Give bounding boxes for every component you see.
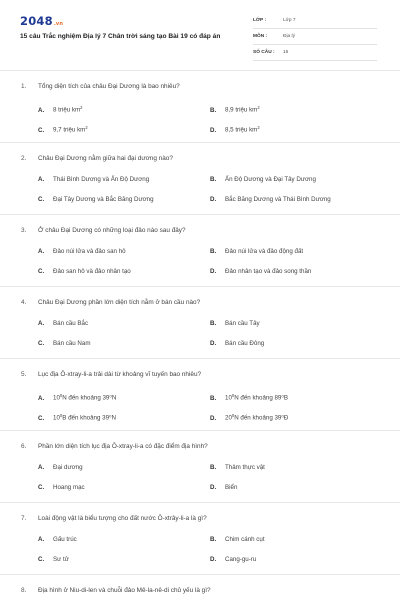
option-letter: B. xyxy=(210,394,217,402)
answer-option[interactable] xyxy=(210,555,400,564)
option-letter: C. xyxy=(38,126,45,134)
question-stem: Địa hình ở Niu-di-len và chuỗi đảo Mê-la-nê-di chủ yếu là gì? xyxy=(38,587,211,594)
question-block xyxy=(0,70,400,142)
option-letter: A. xyxy=(38,176,45,183)
option-letter: D. xyxy=(210,126,217,134)
options-grid xyxy=(0,391,400,430)
question-block xyxy=(0,286,400,358)
option-superscript: 0 xyxy=(59,413,63,418)
question-block xyxy=(0,502,400,574)
option-text: 10 xyxy=(53,414,60,422)
question-text xyxy=(0,370,400,383)
meta-value: Địa lý xyxy=(283,34,295,39)
answer-option[interactable] xyxy=(38,319,210,328)
option-letter: C. xyxy=(38,196,45,203)
option-letter: A. xyxy=(38,320,45,327)
answer-option[interactable] xyxy=(210,103,400,112)
question-list xyxy=(0,70,400,599)
option-letter: C. xyxy=(38,414,45,422)
option-text: Cang-gu-ru xyxy=(225,556,257,563)
option-letter: A. xyxy=(38,394,45,402)
option-letter: D. xyxy=(210,414,217,422)
question-text xyxy=(0,82,400,95)
option-text: 10 xyxy=(225,394,232,402)
option-letter: C. xyxy=(38,340,45,347)
answer-option[interactable] xyxy=(210,123,400,132)
answer-option[interactable] xyxy=(210,247,400,256)
option-superscript: 2 xyxy=(80,105,83,110)
meta-value: Lớp 7 xyxy=(283,18,296,23)
logo-suffix: .vn xyxy=(53,21,64,27)
option-text: Chim cánh cụt xyxy=(225,536,265,543)
meta-value: 15 xyxy=(283,50,289,55)
question-text xyxy=(0,226,400,239)
option-text: Đảo núi lửa và đảo động đất xyxy=(225,248,304,255)
answer-option[interactable] xyxy=(210,411,400,420)
answer-option[interactable] xyxy=(38,247,210,256)
question-stem: Lục địa Ô-xtray-li-a trải dài từ khoảng vĩ tuyến bao nhiêu? xyxy=(38,371,202,378)
option-letter: B. xyxy=(210,106,217,114)
logo-text: 2048 xyxy=(20,14,53,28)
options-grid xyxy=(0,463,400,502)
option-text: 8,5 triệu km xyxy=(225,126,258,134)
question-number: 1. xyxy=(21,83,27,90)
meta-row-count xyxy=(253,48,377,61)
option-text: Thái Bình Dương và Ấn Độ Dương xyxy=(53,176,150,183)
question-number: 5. xyxy=(21,371,27,378)
option-letter: A. xyxy=(38,464,45,471)
option-text-tail: N đến khoảng 39⁰Đ xyxy=(234,414,289,422)
answer-option[interactable] xyxy=(38,535,210,544)
option-letter: B. xyxy=(210,320,217,327)
option-text: 20 xyxy=(225,414,232,422)
answer-option[interactable] xyxy=(210,319,400,328)
option-text: 9,7 triệu km xyxy=(53,126,86,134)
answer-option[interactable] xyxy=(38,103,210,112)
option-superscript: 2 xyxy=(257,125,260,130)
option-letter: C. xyxy=(38,268,45,275)
answer-option[interactable] xyxy=(210,463,400,472)
answer-option[interactable] xyxy=(210,483,400,492)
question-stem: Châu Đại Dương phần lớn diện tích nằm ở bán cầu nào? xyxy=(38,299,201,306)
answer-option[interactable] xyxy=(38,555,210,564)
question-text xyxy=(0,154,400,167)
option-text-tail: N đến khoảng 39⁰N xyxy=(62,394,117,402)
option-text: Gấu trúc xyxy=(53,536,77,543)
option-superscript: 2 xyxy=(85,125,88,130)
option-text-tail: B đến khoảng 39⁰N xyxy=(62,414,116,422)
option-letter: D. xyxy=(210,196,217,203)
option-text: Bán cầu Nam xyxy=(53,340,91,347)
question-stem: Loài động vật là biểu tượng cho đất nước Ô-xtrây-li-a là gì? xyxy=(38,515,207,522)
meta-label: MÔN : xyxy=(253,34,268,39)
meta-info xyxy=(253,16,377,64)
answer-option[interactable] xyxy=(38,463,210,472)
question-number: 2. xyxy=(21,155,27,162)
question-number: 7. xyxy=(21,515,27,522)
option-letter: D. xyxy=(210,268,217,275)
document-title: 15 câu Trắc nghiệm Địa lý 7 Chân trời sáng tạo Bài 19 có đáp án xyxy=(20,33,221,40)
answer-option[interactable] xyxy=(210,195,400,204)
question-block xyxy=(0,358,400,430)
option-text: Biển xyxy=(225,484,238,491)
option-superscript: 0 xyxy=(231,393,235,398)
answer-option[interactable] xyxy=(38,175,210,184)
answer-option[interactable] xyxy=(210,391,400,400)
answer-option[interactable] xyxy=(38,267,210,276)
question-stem: Ở châu Đại Dương có những loại đảo nào sau đây? xyxy=(38,227,186,234)
option-text: Đảo san hô và đảo nhân tạo xyxy=(53,268,131,275)
option-text: 8,9 triệu km xyxy=(225,106,258,114)
option-text: Bắc Băng Dương và Thái Bình Dương xyxy=(225,196,331,203)
question-stem: Phần lớn diện tích lục địa Ô-xtray-li-a có đặc điểm địa hình? xyxy=(38,443,208,450)
option-letter: A. xyxy=(38,248,45,255)
question-block xyxy=(0,214,400,286)
option-text-tail: N đến khoảng 89⁰B xyxy=(234,394,288,402)
options-grid xyxy=(0,247,400,286)
option-letter: C. xyxy=(38,556,45,563)
question-text xyxy=(0,298,400,311)
meta-label: SỐ CÂU : xyxy=(253,50,275,55)
option-letter: C. xyxy=(38,484,45,491)
answer-option[interactable] xyxy=(210,339,400,348)
option-letter: B. xyxy=(210,248,217,255)
option-text: Thảm thực vật xyxy=(225,464,265,471)
question-number: 4. xyxy=(21,299,27,306)
option-letter: D. xyxy=(210,484,217,491)
site-logo[interactable] xyxy=(20,14,63,28)
answer-option[interactable] xyxy=(38,411,210,420)
option-letter: D. xyxy=(210,556,217,563)
option-text: Hoang mạc xyxy=(53,484,85,491)
option-text: Sư tử xyxy=(53,556,69,563)
options-grid xyxy=(0,175,400,214)
option-text: 10 xyxy=(53,394,60,402)
question-block xyxy=(0,430,400,502)
option-text: Ấn Độ Dương và Đại Tây Dương xyxy=(225,176,316,183)
option-text: 8 triệu km xyxy=(53,106,81,114)
question-number: 3. xyxy=(21,227,27,234)
option-letter: B. xyxy=(210,464,217,471)
option-letter: A. xyxy=(38,106,45,114)
option-letter: A. xyxy=(38,536,45,543)
question-block xyxy=(0,574,400,599)
meta-label: LỚP : xyxy=(253,18,267,23)
option-superscript: 0 xyxy=(59,393,63,398)
options-grid xyxy=(0,319,400,358)
answer-option[interactable] xyxy=(38,195,210,204)
options-grid xyxy=(0,535,400,574)
answer-option[interactable] xyxy=(210,175,400,184)
option-text: Đảo núi lửa và đảo san hô xyxy=(53,248,126,255)
question-text xyxy=(0,586,400,599)
option-letter: D. xyxy=(210,340,217,347)
option-text: Bán cầu Bắc xyxy=(53,320,89,327)
option-letter: B. xyxy=(210,536,217,543)
option-text: Đảo nhân tạo và đảo song thần xyxy=(225,268,312,275)
option-superscript: 0 xyxy=(231,413,235,418)
option-superscript: 2 xyxy=(257,105,260,110)
option-letter: B. xyxy=(210,176,217,183)
answer-option[interactable] xyxy=(38,483,210,492)
meta-row-subject xyxy=(253,32,377,45)
question-text xyxy=(0,442,400,455)
answer-option[interactable] xyxy=(210,267,400,276)
question-stem: Châu Đại Dương nằm giữa hai đại dương nào? xyxy=(38,155,173,162)
options-grid xyxy=(0,103,400,142)
question-stem: Tổng diện tích của châu Đại Dương là bao nhiêu? xyxy=(38,83,180,90)
answer-option[interactable] xyxy=(38,339,210,348)
meta-row-grade xyxy=(253,16,377,29)
question-number: 8. xyxy=(21,587,27,594)
option-text: Đại Tây Dương và Bắc Băng Dương xyxy=(53,196,154,203)
answer-option[interactable] xyxy=(38,391,210,400)
answer-option[interactable] xyxy=(210,535,400,544)
question-number: 6. xyxy=(21,443,27,450)
document-header xyxy=(0,0,400,66)
question-text xyxy=(0,514,400,527)
answer-option[interactable] xyxy=(38,123,210,132)
option-text: Đại dương xyxy=(53,464,83,471)
question-block xyxy=(0,142,400,214)
option-text: Bán cầu Tây xyxy=(225,320,260,327)
option-text: Bán cầu Đông xyxy=(225,340,265,347)
